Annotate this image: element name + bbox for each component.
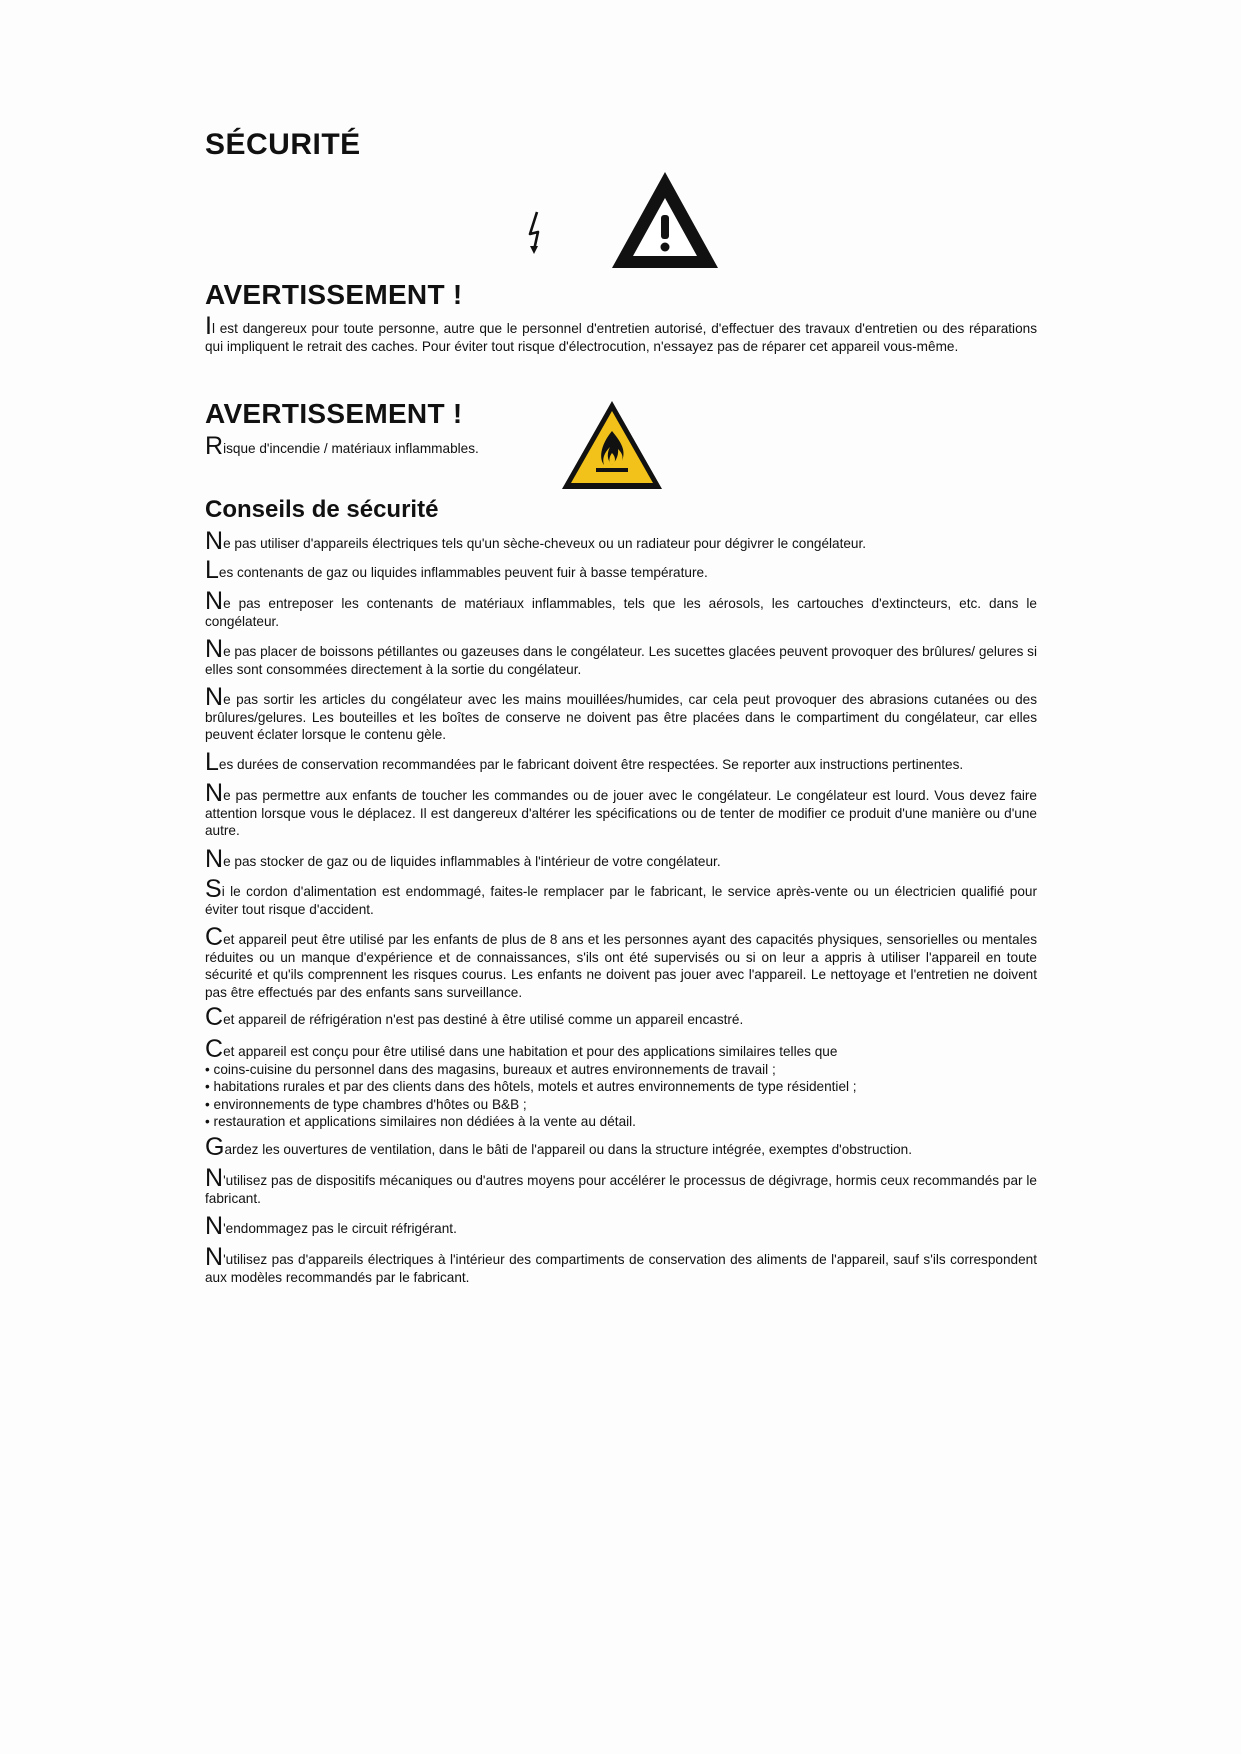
- safety-advice-heading: Conseils de sécurité: [205, 496, 439, 523]
- advice-item: N'utilisez pas de dispositifs mécaniques ou d'autres moyens pour accélérer le processus de dégivrage, hormis ceux recommandés par le fabricant.: [205, 1164, 1037, 1206]
- usage-bullet-list: [205, 1061, 1037, 1131]
- lightning-bolt-icon: [524, 210, 546, 258]
- page-title: SÉCURITÉ: [205, 128, 361, 161]
- warning-text-electrical: Il est dangereux pour toute personne, autre que le personnel d'entretien autorisé, d'effectuer des travaux d'entretien ou des réparations qui impliquent le retrait des caches. Pour éviter tout risque d'électrocution, n'essayez pas de réparer cet appareil vous-même.: [205, 312, 1037, 354]
- usage-item: Cet appareil est conçu pour être utilisé dans une habitation et pour des applications similaires telles que • coins-cuisine du personnel dans des magasins, bureaux et autres environnements de travail ; • habitations rurales et par des clients dans des hôtels, motels et autres environnements de type résidentiel ; • environnements de type chambres d'hôtes ou B&B ; • restauration et applications similaires non dédiées à la vente au détail.: [205, 1040, 1037, 1131]
- usage-bullet: • environnements de type chambres d'hôtes ou B&B ;: [205, 1096, 527, 1112]
- advice-item: N'endommagez pas le circuit réfrigérant.: [205, 1212, 457, 1240]
- warning-triangle-icon: [608, 168, 722, 272]
- advice-item: Ne pas permettre aux enfants de toucher les commandes ou de jouer avec le congélateur. Le congélateur est lourd. Vous devez faire attention lorsque vous le déplacez. Il est dangereux d'altérer les spécifications ou de tenter de modifier ce produit d'une manière ou d'une autre.: [205, 779, 1037, 838]
- advice-item: Ne pas stocker de gaz ou de liquides inflammables à l'intérieur de votre congélateur.: [205, 845, 721, 873]
- advice-item: Les durées de conservation recommandées par le fabricant doivent être respectées. Se reporter aux instructions pertinentes.: [205, 748, 964, 776]
- warning-heading-fire: AVERTISSEMENT !: [205, 398, 463, 429]
- drop-cap: R: [205, 432, 224, 460]
- advice-item: N'utilisez pas d'appareils électriques à l'intérieur des compartiments de conservation des aliments de l'appareil, sauf s'ils correspondent aux modèles recommandés par le fabricant.: [205, 1243, 1037, 1285]
- advice-item: Ne pas sortir les articles du congélateur avec les mains mouillées/humides, car cela peut provoquer des abrasions cutanées ou des brûlures/gelures. Les bouteilles et les boîtes de conserve ne doivent pas être placées dans le compartiment du congélateur, car elles peuvent éclater lorsque le contenu gèle.: [205, 683, 1037, 742]
- advice-item: Si le cordon d'alimentation est endommagé, faites-le remplacer par le fabricant, le service après-vente ou un électricien qualifié pour éviter tout risque d'accident.: [205, 875, 1037, 917]
- usage-bullet: • habitations rurales et par des clients dans des hôtels, motels et autres environnements de type résidentiel ;: [205, 1079, 857, 1094]
- drop-cap: I: [205, 312, 212, 340]
- warning-text-fire: Risque d'incendie / matériaux inflammables.: [205, 432, 479, 460]
- flammable-warning-icon: [558, 397, 666, 493]
- usage-bullet: • restauration et applications similaires non dédiées à la vente au détail.: [205, 1114, 636, 1129]
- advice-item: Cet appareil de réfrigération n'est pas destiné à être utilisé comme un appareil encastré.: [205, 1003, 744, 1031]
- warning-heading-electrical: AVERTISSEMENT !: [205, 279, 463, 310]
- usage-bullet: • coins-cuisine du personnel dans des magasins, bureaux et autres environnements de travail ;: [205, 1061, 776, 1077]
- advice-item: Ne pas placer de boissons pétillantes ou gazeuses dans le congélateur. Les sucettes glacées peuvent provoquer des brûlures/ gelures si elles sont consommées directement à la sortie du congélateur.: [205, 635, 1037, 677]
- advice-item: Gardez les ouvertures de ventilation, dans le bâti de l'appareil ou dans la structure intégrée, exemptes d'obstruction.: [205, 1133, 912, 1161]
- advice-item: Cet appareil peut être utilisé par les enfants de plus de 8 ans et les personnes ayant des capacités physiques, sensorielles ou mentales réduites ou un manque d'expérience et de connaissances, s'ils ont été supervisés ou si on leur a appris à utiliser l'appareil en toute sécurité et qu'ils comprennent les risques courus. Les enfants ne doivent pas jouer avec l'appareil. Le nettoyage et l'entretien ne doivent pas être effectués par des enfants sans surveillance.: [205, 923, 1037, 1000]
- advice-item: Ne pas utiliser d'appareils électriques tels qu'un sèche-cheveux ou un radiateur pour dégivrer le congélateur.: [205, 527, 867, 555]
- advice-item: Les contenants de gaz ou liquides inflammables peuvent fuir à basse température.: [205, 556, 708, 584]
- advice-item: Ne pas entreposer les contenants de matériaux inflammables, tels que les aérosols, les cartouches d'extincteurs, etc. dans le congélateur.: [205, 587, 1037, 629]
